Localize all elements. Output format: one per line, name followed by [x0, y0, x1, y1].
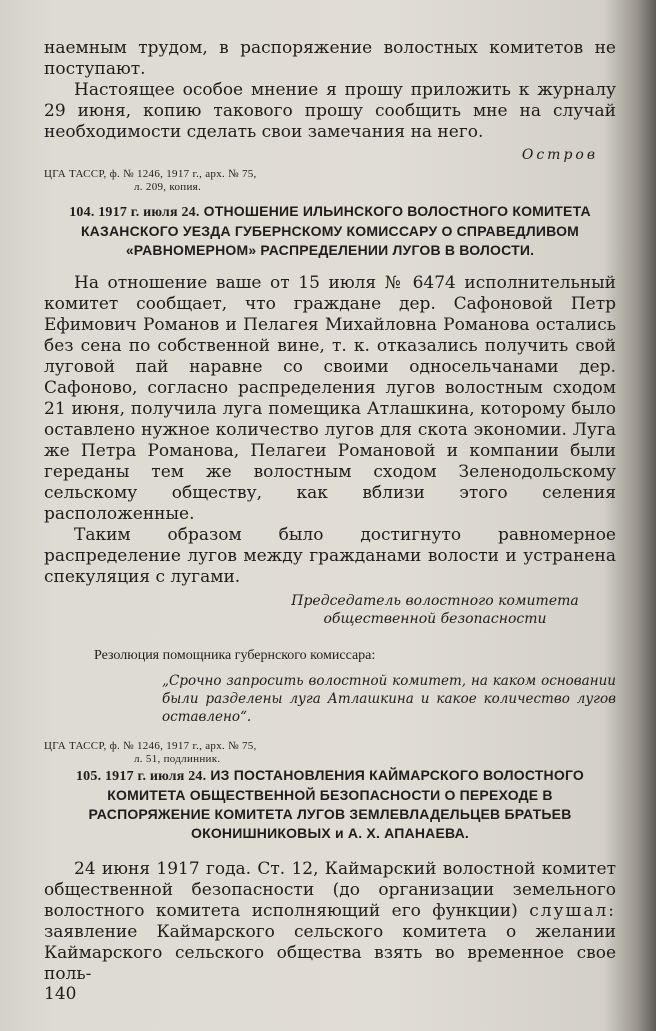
paragraph-text: заявление Каймарского сельского комитета о желании Каймарского сельского общества взять во временное свое поль- [44, 922, 616, 984]
paragraph: На отношение ваше от 15 июля № 6474 исполнительный комитет сообщает, что граждане дер. Сафоновой Петр Ефимович Романов и Пелагея Михайловна Романова остались без сена по собственной вине, т. к. отказались получить свой луговой пай наравне со своими односельчанами дер. Сафоново, согласно распределения лугов волостным сходом 21 июня, получила луга помещика Атлашкина, которому было оставлено нужное количество лугов для скота экономии. Луга же Петра Романова, Пелагеи Романовой и компании были гереданы тем же волостным сходом Зеленодольскому сельскому обществу, как вблизи этого селения расположенные. [44, 273, 616, 524]
archive-line: ЦГА ТАССР, ф. № 1246, 1917 г., арх. № 75, [44, 740, 257, 752]
emphasized-word: слушал: [529, 901, 616, 921]
archive-reference [44, 168, 616, 194]
document-number: 104. 1917 г. июля 24. [69, 205, 200, 220]
paragraph: Настоящее особое мнение я прошу приложить к журналу 29 июня, копию такового прошу сообщить мне на случай необходимости сделать свои замечания на него. [44, 80, 616, 142]
document-title: ОТНОШЕНИЕ ИЛЬИНСКОГО ВОЛОСТНОГО КОМИТЕТА КАЗАНСКОГО УЕЗДА ГУБЕРНСКОМУ КОМИССАРУ О СПРАВЕДЛИВОМ «РАВНОМЕРНОМ» РАСПРЕДЕЛЕНИИ ЛУГОВ В ВОЛОСТИ. [80, 203, 591, 258]
document-heading [44, 766, 616, 843]
paragraph-text: 24 июня 1917 года. Ст. 12, Каймарский волостной комитет общественной безопасности (до организации земельного волостного комитета исполняющий его функции) [44, 859, 616, 921]
document-105 [44, 766, 616, 985]
resolution-label: Резолюция помощника губернского комиссара: [94, 648, 376, 663]
signatory [44, 592, 616, 628]
page-number: 140 [44, 984, 77, 1004]
resolution-text: „Срочно запросить волостной комитет, на каком основании были разделены луга Атлашкина и какое количество лугов оставлено“. [162, 673, 616, 725]
archive-line: ЦГА ТАССР, ф. № 1246, 1917 г., арх. № 75, [44, 168, 257, 180]
document-heading [44, 202, 616, 260]
signatory-line: общественной безопасности [323, 611, 547, 627]
archive-reference [44, 740, 616, 766]
archive-line: л. 209, копия. [134, 181, 202, 193]
paragraph [44, 859, 616, 985]
document-title: ИЗ ПОСТАНОВЛЕНИЯ КАЙМАРСКОГО ВОЛОСТНОГО КОМИТЕТА ОБЩЕСТВЕННОЙ БЕЗОПАСНОСТИ О ПЕРЕХОДЕ В РАСПОРЯЖЕНИЕ КОМИТЕТА ЛУГОВ ЗЕМЛЕВЛАДЕЛЬЦЕВ БРАТЬЕВ ОКОНИШНИКОВЫХ и А. Х. АПАНАЕВА. [88, 767, 584, 841]
paragraph: наемным трудом, в распоряжение волостных комитетов не поступают. [44, 38, 616, 79]
paragraph: Таким образом было достигнуто равномерное распределение лугов между гражданами волости и устранена спекуляция с лугами. [44, 525, 616, 587]
archive-line: л. 51, подлинник. [134, 753, 221, 765]
document-104 [44, 202, 616, 766]
signature: Остров [521, 147, 598, 163]
signatory-line: Председатель волостного комитета [291, 593, 579, 609]
continuation-block [44, 38, 616, 194]
document-number: 105. 1917 г. июля 24. [75, 769, 207, 784]
